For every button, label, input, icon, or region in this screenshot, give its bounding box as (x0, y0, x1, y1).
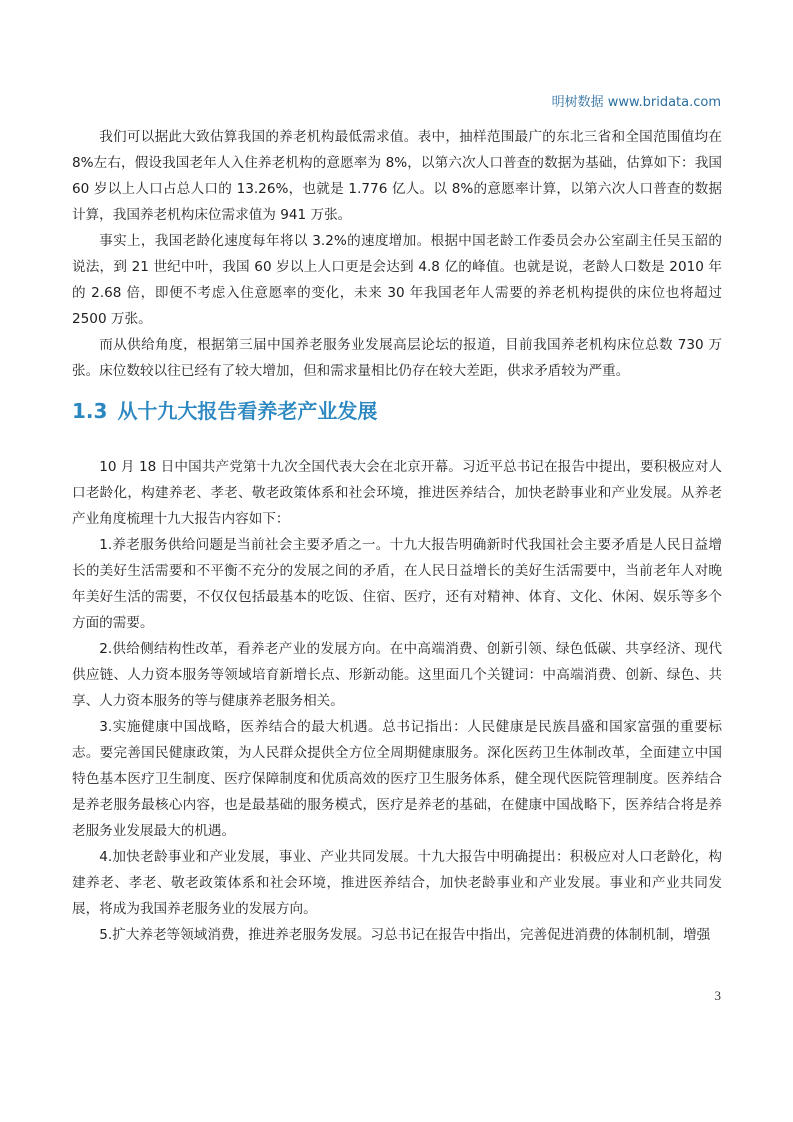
paragraph: 3.实施健康中国战略，医养结合的最大机遇。总书记指出：人民健康是民族昌盛和国家富强的重要标志。要完善国民健康政策，为人民群众提供全方位全周期健康服务。深化医药卫生体制改革，全面建立中国特色基本医疗卫生制度、医疗保障制度和优质高效的医疗卫生服务体系，健全现代医院管理制度。医养结合是养老服务最核心内容，也是最基础的服务模式，医疗是养老的基础，在健康中国战略下，医养结合将是养老服务业发展最大的机遇。 (72, 719, 722, 839)
paragraph: 事实上，我国老龄化速度每年将以 3.2%的速度增加。根据中国老龄工作委员会办公室副主任吴玉韶的说法，到 21 世纪中叶，我国 60 岁以上人口更是会达到 4.8 亿的峰值。也就是说，老龄人口数是 2010 年的 2.68 倍，即便不考虑入住意愿率的变化，未来 30 年我国老年人需要的养老机构提供的床位也将超过 2500 万张。 (72, 233, 722, 327)
paragraph: 1.养老服务供给问题是当前社会主要矛盾之一。十九大报告明确新时代我国社会主要矛盾是人民日益增长的美好生活需要和不平衡不充分的发展之间的矛盾，在人民日益增长的美好生活需要中，当前老年人对晚年美好生活的需要，不仅仅包括最基本的吃饭、住宿、医疗，还有对精神、体育、文化、休闲、娱乐等多个方面的需要。 (72, 537, 722, 631)
paragraph: 5.扩大养老等领域消费，推进养老服务发展。习总书记在报告中指出，完善促进消费的体制机制，增强 (99, 927, 711, 943)
paragraph: 而从供给角度，根据第三届中国养老服务业发展高层论坛的报道，目前我国养老机构床位总数 730 万张。床位数较以往已经有了较大增加，但和需求量相比仍存在较大差距，供求矛盾较为严重。 (72, 337, 722, 379)
paragraph: 我们可以据此大致估算我国的养老机构最低需求值。表中，抽样范围最广的东北三省和全国范围值均在 8%左右，假设我国老年人入住养老机构的意愿率为 8%，以第六次人口普查的数据为基础，估算如下：我国 60 岁以上人口占总人口的 13.26%，也就是 1.776 亿人。以 8%的意愿率计算，以第六次人口普查的数据计算，我国养老机构床位需求值为 941 万张。 (72, 129, 722, 223)
header-brand: 明树数据 www.bridata.com (551, 95, 721, 110)
paragraph: 10 月 18 日中国共产党第十九次全国代表大会在北京开幕。习近平总书记在报告中提出，要积极应对人口老龄化，构建养老、孝老、敬老政策体系和社会环境，推进医养结合，加快老龄事业和产业发展。从养老产业角度梳理十九大报告内容如下： (72, 459, 722, 527)
document-body (72, 124, 722, 948)
page-number: 3 (714, 988, 721, 1003)
paragraph: 4.加快老龄事业和产业发展，事业、产业共同发展。十九大报告中明确提出：积极应对人口老龄化，构建养老、孝老、敬老政策体系和社会环境，推进医养结合，加快老龄事业和产业发展。事业和产业共同发展，将成为我国养老服务业的发展方向。 (72, 849, 722, 917)
section-heading (72, 396, 722, 426)
section-number: 1.3 (72, 399, 108, 423)
section-title: 从十九大报告看养老产业发展 (117, 399, 378, 423)
paragraph: 2.供给侧结构性改革，看养老产业的发展方向。在中高端消费、创新引领、绿色低碳、共享经济、现代供应链、人力资本服务等领域培育新增长点、形新动能。这里面几个关键词：中高端消费、创新、绿色、共享、人力资本服务的等与健康养老服务相关。 (72, 641, 722, 709)
